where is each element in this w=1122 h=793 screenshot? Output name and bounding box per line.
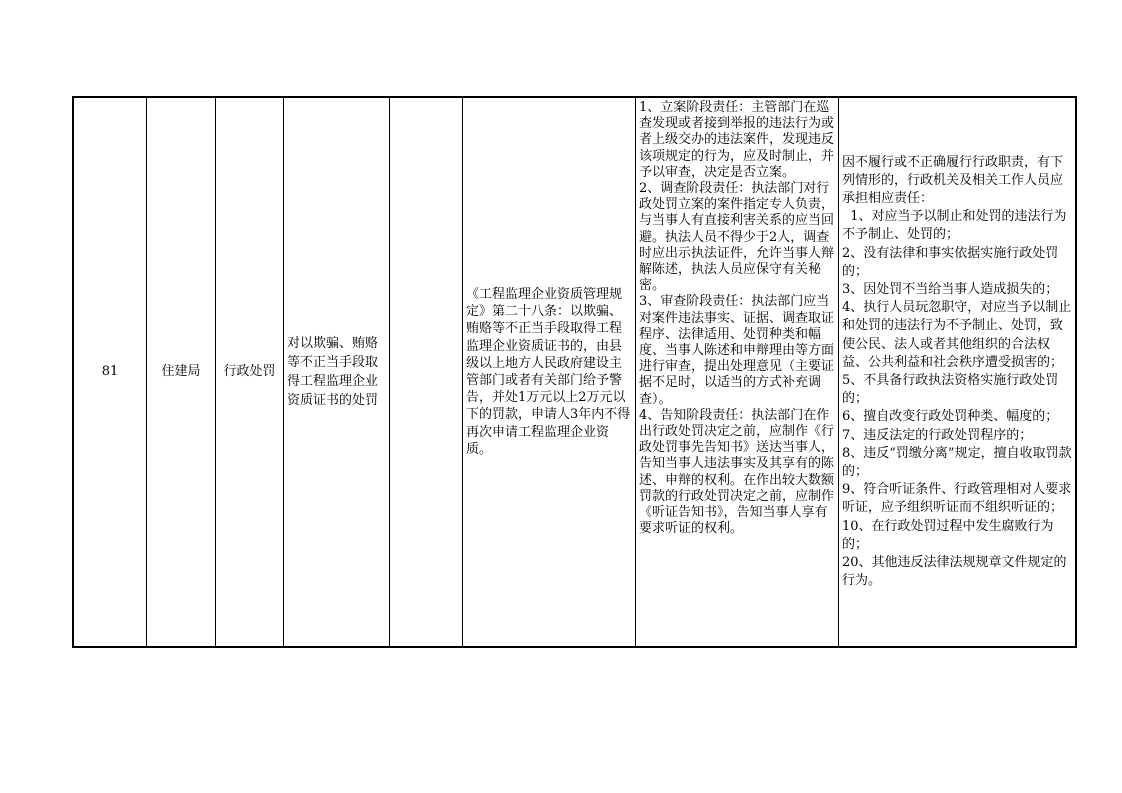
legal-basis-cell: [463, 97, 636, 647]
liability-cell: [839, 97, 1077, 647]
liability: 因不履行或不正确履行行政职责，有下列情形的，行政机关及相关工作人员应承担相应责任： 1、对应当予以制止和处罚的违法行为不予制止、处罚的； 2、没有法律和事实依据实施行政处罚的； 3、因处罚不当给当事人造成损失的； 4、执行人员玩忽职守，对应当予以制止和处罚的违法行为不予制止、处罚，致使公民、法人或者其他组织的合法权益、公共利益和社会秩序遭受损害的； 5、不具备行政执法资格实施行政处罚的； 6、擅自改变行政处罚种类、幅度的； 7、违反法定的行政处罚程序的； 8、违反“罚缴分离”规定，擅自收取罚款的； 9、符合听证条件、行政管理相对人要求听证，应予组织听证而不组织听证的； 10、在行政处罚过程中发生腐败行为的； 20、其他违反法律法规规章文件规定的行为。: [842, 154, 1072, 589]
legal-basis: 《工程监理企业资质管理规定》第二十八条：以欺骗、贿赂等不正当手段取得工程监理企业资质证书的，由县级以上地方人民政府建设主管部门或者有关部门给予警告，并处1万元以上2万元以下的罚款，申请人3年内不得再次申请工程监理企业资质。: [466, 286, 631, 457]
empty-cell: [390, 97, 463, 647]
duties-cell: [636, 97, 839, 647]
item-number: 81: [73, 97, 147, 647]
item-name: 对以欺骗、贿赂等不正当手段取得工程监理企业资质证书的处罚: [287, 336, 379, 408]
power-category: 行政处罚: [216, 97, 284, 647]
duties: 1、立案阶段责任：主管部门在巡查发现或者接到举报的违法行为或者上级交办的违法案件，发现违反该项规定的行为，应及时制止，并予以审查，决定是否立案。 2、调查阶段责任：执法部门对行政处罚立案的案件指定专人负责，与当事人有直接利害关系的应当回避。执法人员不得少于2人，调查时应出示执法证件，允许当事人辩解陈述，执法人员应保守有关秘密。 3、审查阶段责任：执法部门应当对案件违法事实、证据、调查取证程序、法律适用、处罚种类和幅度、当事人陈述和申辩理由等方面进行审查，提出处理意见（主要证据不足时，以适当的方式补充调查）。 4、告知阶段责任：执法部门在作出行政处罚决定之前，应制作《行政处罚事先告知书》送达当事人，告知当事人违法事实及其享有的陈述、申辩的权利。在作出较大数额罚款的行政处罚决定之前，应制作《听证告知书》，告知当事人享有要求听证的权利。: [639, 100, 835, 537]
department: 住建局: [147, 97, 216, 647]
table-row: [73, 97, 1076, 647]
responsibility-table: [72, 96, 1077, 648]
item-name-cell: [284, 97, 390, 647]
